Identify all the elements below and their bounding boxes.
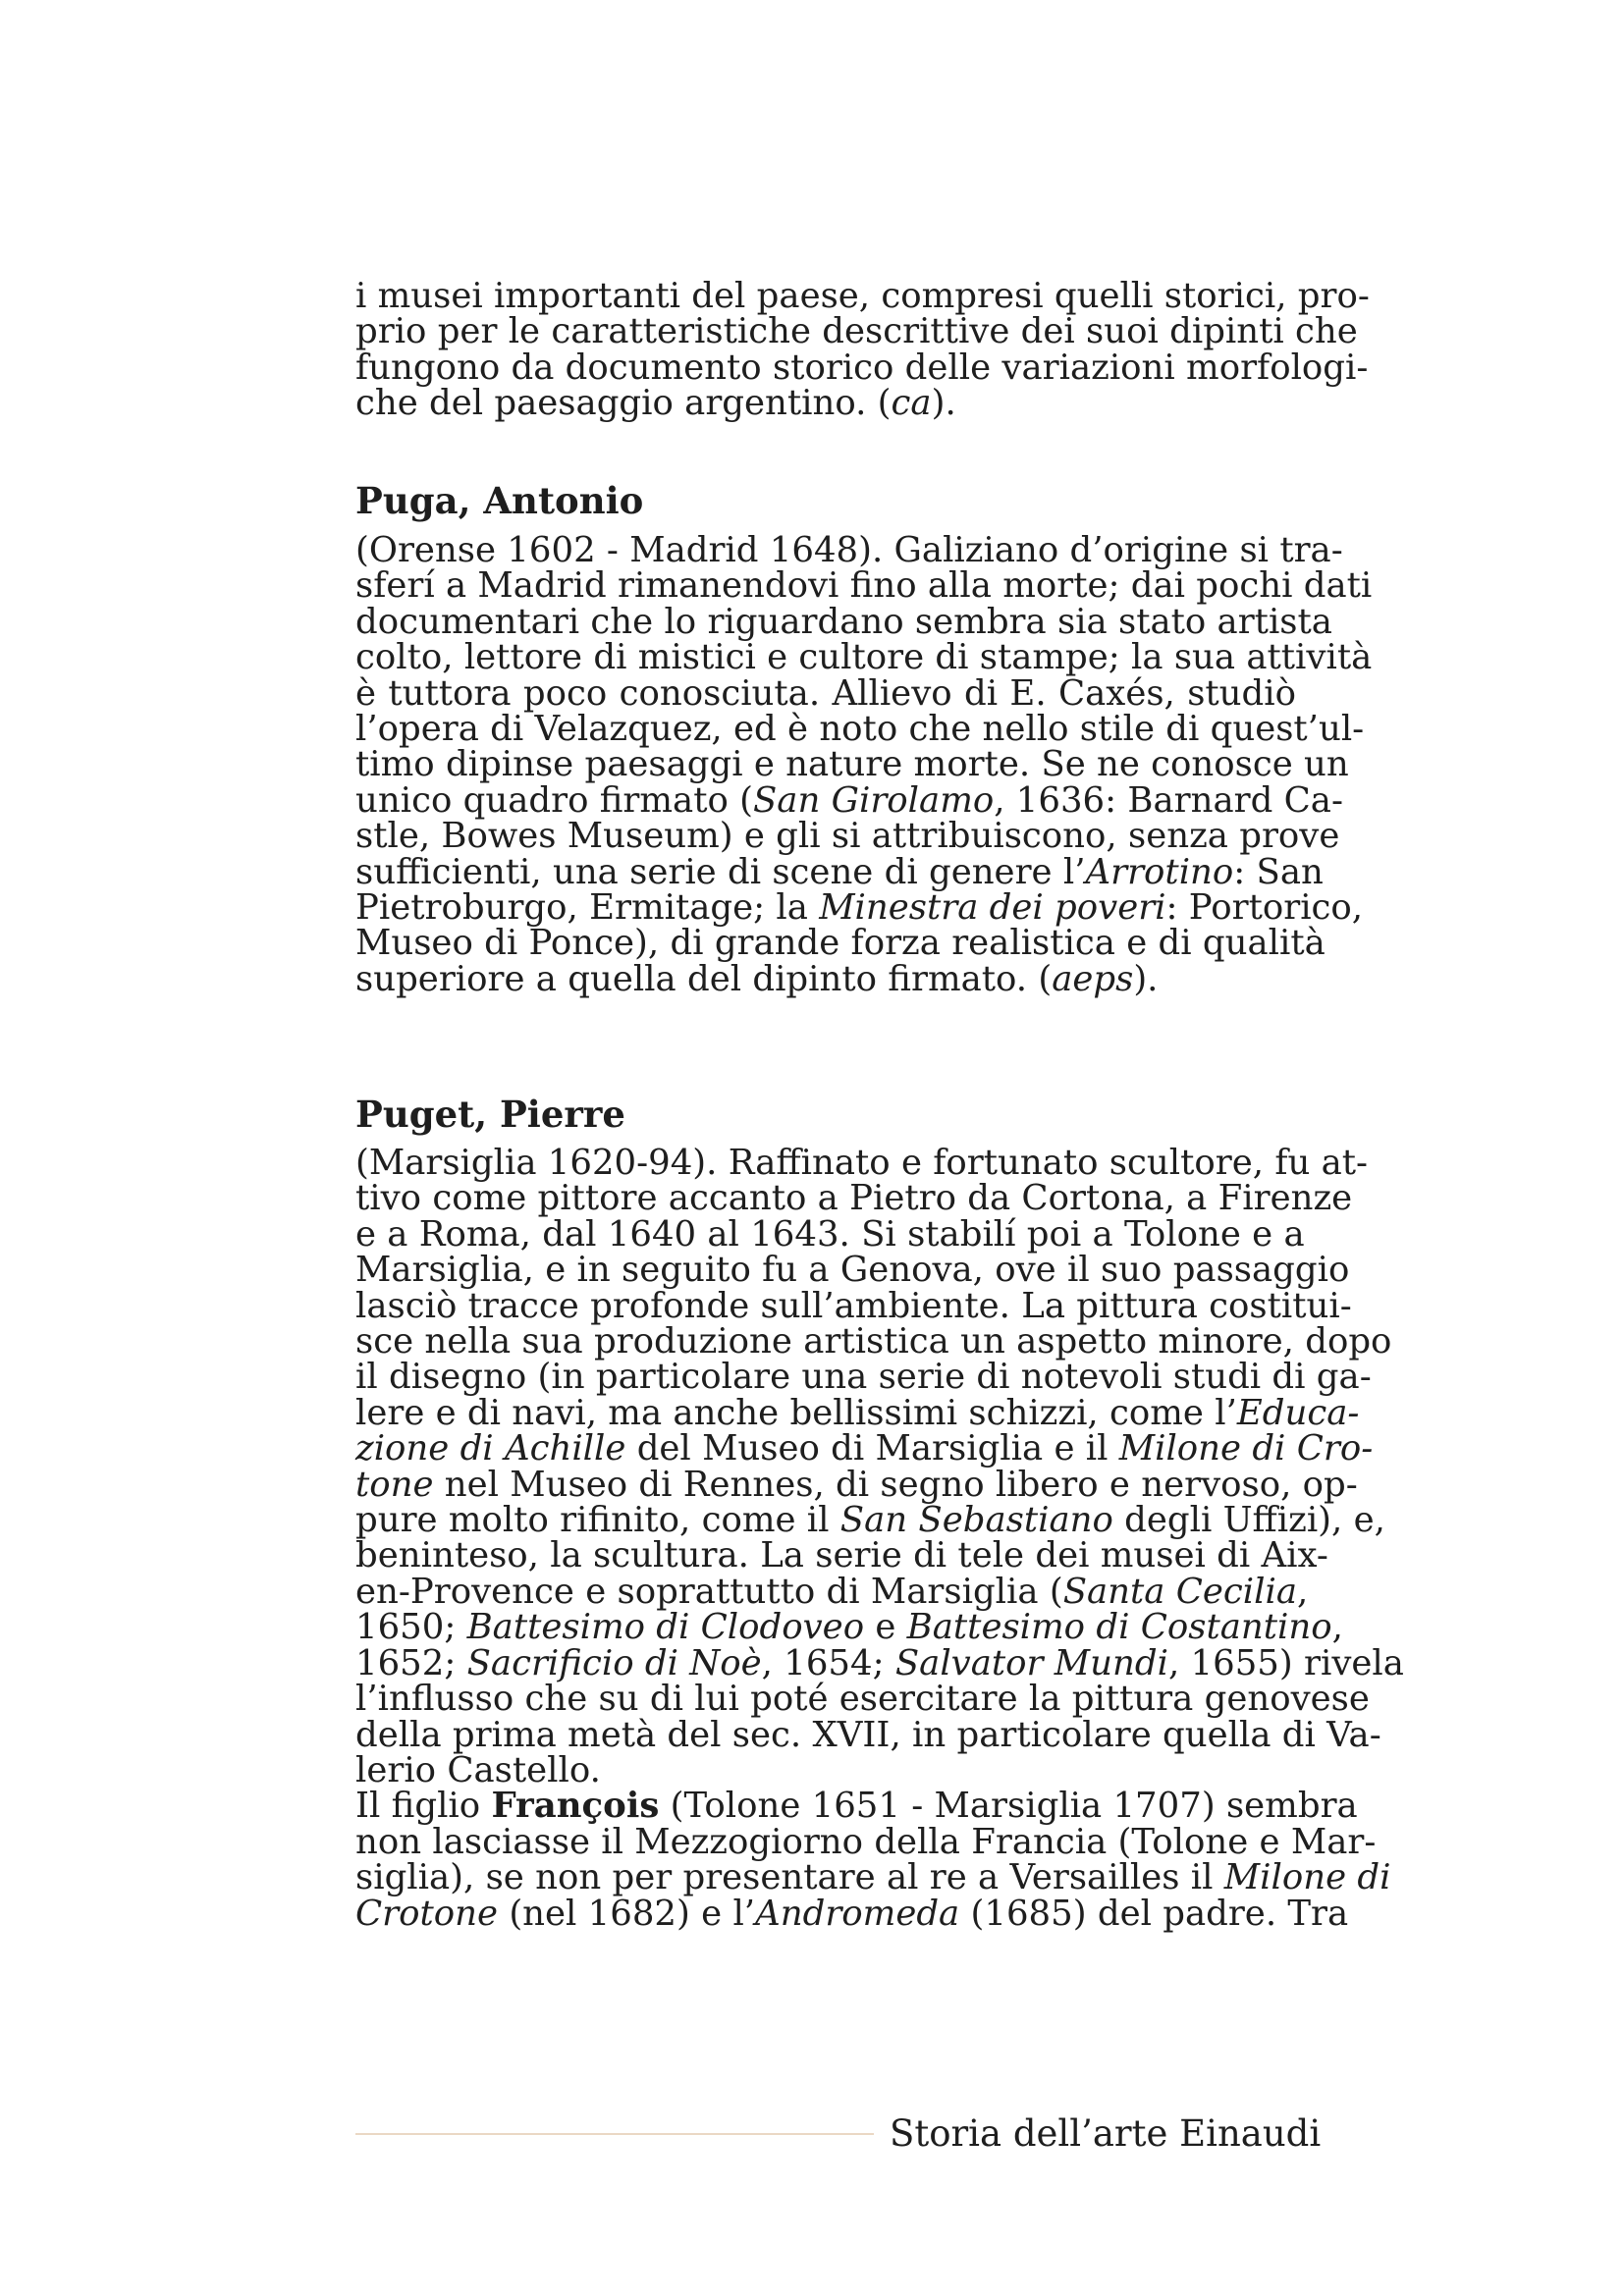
- text-line: i musei importanti del paese, compresi quelli storici, pro-: [355, 276, 1370, 316]
- text-line: lerio Castello.: [355, 1749, 601, 1790]
- text-line: (Marsiglia 1620-94). Raffinato e fortunato scultore, fu at-: [355, 1143, 1369, 1183]
- text-line: l’influsso che su di lui poté esercitare la pittura genovese: [355, 1679, 1370, 1720]
- text-line: tivo come pittore accanto a Pietro da Cortona, a Firenze: [355, 1178, 1353, 1219]
- text-line: fungono da documento storico delle variazioni morfologi-: [355, 347, 1369, 388]
- text-line: unico quadro firmato (San Girolamo, 1636: Barnard Ca-: [355, 779, 1343, 821]
- text-line: (Orense 1602 - Madrid 1648). Galiziano d’origine si tra-: [355, 530, 1343, 570]
- text-line: l’opera di Velazquez, ed è noto che nello stile di quest’ul-: [355, 709, 1365, 750]
- name-francois: François: [491, 1786, 660, 1827]
- text-line: sferí a Madrid rimanendovi fino alla morte; dai pochi dati: [355, 565, 1373, 607]
- text-line: stle, Bowes Museum) e gli si attribuiscono, senza prove: [355, 816, 1340, 857]
- entry-heading-puga: Puga, Antonio: [355, 479, 644, 522]
- text-line: 1650; Battesimo di Clodoveo e Battesimo di Costantino,: [355, 1607, 1343, 1648]
- footer-rule: [355, 2133, 874, 2135]
- text-line: che del paesaggio argentino. (ca).: [355, 383, 956, 424]
- text-line: tone nel Museo di Rennes, di segno libero e nervoso, op-: [355, 1464, 1358, 1505]
- text-line: è tuttora poco conosciuta. Allievo di E. Caxés, studiò: [355, 672, 1296, 714]
- entry-body-puget: [355, 1143, 1404, 1934]
- text-line: Museo di Ponce), di grande forza realistica e di qualità: [355, 923, 1325, 964]
- text-line: Il figlio François (Tolone 1651 - Marsiglia 1707) sembra: [355, 1786, 1358, 1827]
- text-line: della prima metà del sec. XVII, in particolare quella di Va-: [355, 1714, 1381, 1755]
- text-line: Pietroburgo, Ermitage; la Minestra dei poveri: Portorico,: [355, 887, 1364, 929]
- text-line: pure molto rifinito, come il San Sebastiano degli Uffizi), e,: [355, 1500, 1385, 1541]
- text-line: prio per le caratteristiche descrittive dei suoi dipinti che: [355, 311, 1358, 352]
- footer-title: Storia dell’arte Einaudi: [890, 2112, 1322, 2155]
- text-line: Marsiglia, e in seguito fu a Genova, ove il suo passaggio: [355, 1250, 1350, 1291]
- entry-heading-puget: Puget, Pierre: [355, 1093, 625, 1136]
- entry-body-puga: [355, 530, 1373, 999]
- text-line: non lasciasse il Mezzogiorno della Francia (Tolone e Mar-: [355, 1821, 1377, 1862]
- text-line: sufficienti, una serie di scene di genere l’Arrotino: San: [355, 851, 1324, 892]
- text-line: 1652; Sacrificio di Noè, 1654; Salvator Mundi, 1655) rivela: [355, 1642, 1404, 1683]
- text-line: e a Roma, dal 1640 al 1643. Si stabilí poi a Tolone e a: [355, 1213, 1305, 1255]
- text-line: colto, lettore di mistici e cultore di stampe; la sua attività: [355, 637, 1373, 678]
- intro-paragraph: [355, 276, 1370, 424]
- text-line: timo dipinse paesaggi e nature morte. Se ne conosce un: [355, 744, 1349, 785]
- text-line: siglia), se non per presentare al re a Versailles il Milone di: [355, 1857, 1391, 1898]
- text-line: superiore a quella del dipinto firmato. (aeps).: [355, 958, 1159, 999]
- text-line: beninteso, la scultura. La serie di tele dei musei di Aix-: [355, 1535, 1328, 1576]
- text-line: lasciò tracce profonde sull’ambiente. La pittura costitui-: [355, 1285, 1352, 1326]
- text-line: il disegno (in particolare una serie di notevoli studi di ga-: [355, 1357, 1372, 1398]
- text-line: en-Provence e soprattutto di Marsiglia (Santa Cecilia,: [355, 1571, 1309, 1612]
- text-line: lere e di navi, ma anche bellissimi schizzi, come l’Educa-: [355, 1392, 1360, 1433]
- text-line: zione di Achille del Museo di Marsiglia e il Milone di Cro-: [355, 1428, 1374, 1469]
- text-line: documentari che lo riguardano sembra sia stato artista: [355, 601, 1332, 642]
- author-initials: ca: [891, 383, 932, 424]
- text-line: Crotone (nel 1682) e l’Andromeda (1685) del padre. Tra: [355, 1893, 1349, 1934]
- text-line: sce nella sua produzione artistica un aspetto minore, dopo: [355, 1321, 1392, 1362]
